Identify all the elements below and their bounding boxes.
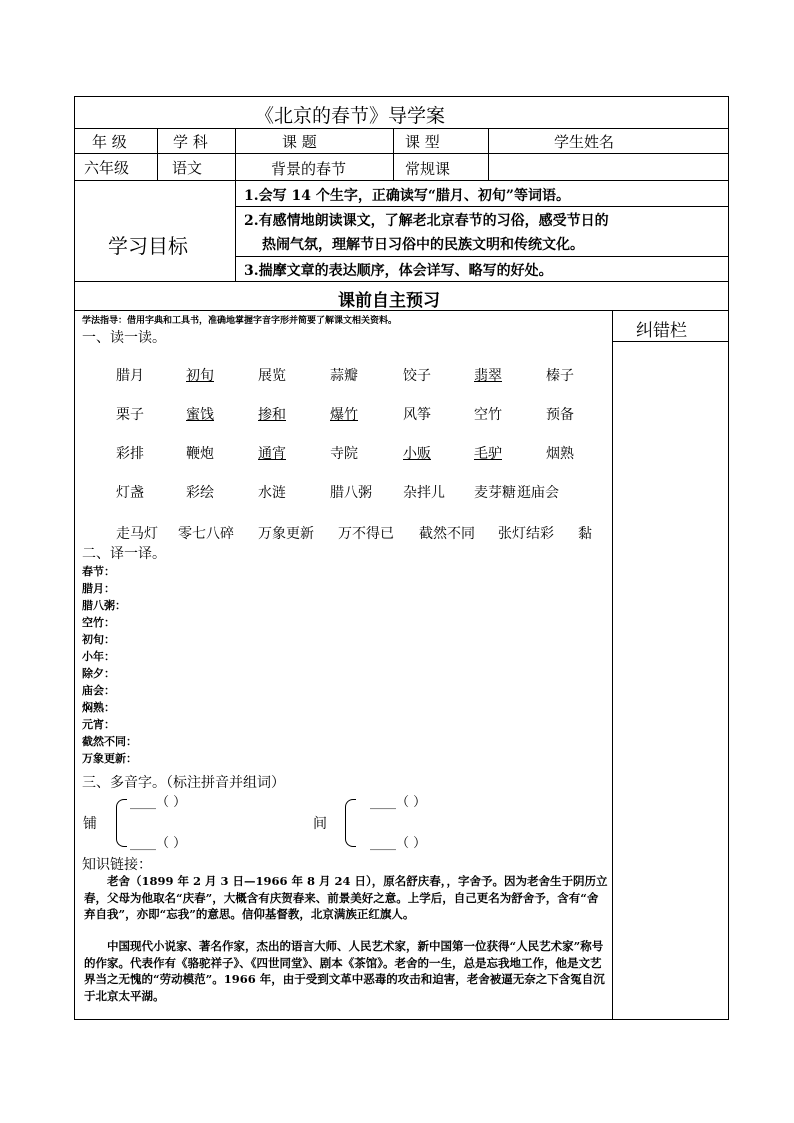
blank-2a[interactable]: ____（ ） [370,795,427,810]
row-line [74,128,729,129]
idiom-word: 万不得已 [338,526,394,542]
vocab-word: 空竹 [474,407,502,423]
goal-1: 1.会写 14 个生字，正确读写“腊月、初旬”等词语。 [244,188,570,204]
definition-item: 腊月： [82,582,115,595]
vocab-word: 小贩 [403,446,431,462]
idiom-word: 万象更新 [258,526,314,542]
vocab-word: 预备 [546,407,574,423]
vocab-word: 榛子 [546,368,574,384]
idiom-word: 黏 [578,526,592,542]
col-line [393,128,394,181]
vocab-word: 蒜瓣 [330,368,358,384]
vocab-word: 逛庙会 [517,485,559,501]
info-topic: 背景的春节 [271,160,347,178]
blank-1a[interactable]: ____（ ） [130,795,187,810]
border-top [74,96,729,97]
vocab-word: 翡翠 [474,368,502,384]
row-line [74,281,729,282]
goal-2: 2.有感情地朗读课文，了解老北京春节的习俗，感受节日的 [244,213,609,229]
vocab-word: 腊八粥 [330,485,372,501]
vocab-word: 鞭炮 [186,446,214,462]
border-right [728,96,729,1020]
header-grade: 年 级 [92,133,127,151]
idiom-word: 截然不同 [419,526,475,542]
row-line [74,153,729,154]
row-line [612,341,729,342]
section-polyphone: 三、多音字。（标注拼音并组词） [82,775,285,791]
border-bottom [74,1019,729,1020]
vocab-word: 腊月 [116,368,144,384]
preview-title: 课前自主预习 [338,291,440,311]
vocab-word: 栗子 [116,407,144,423]
knowledge-label: 知识链接： [82,857,152,873]
knowledge-para-2: 中国现代小说家、著名作家，杰出的语言大师、人民艺术家，新中国第一位获得“人民艺术家”称号的作家。代表作有《骆驼祥子》、《四世同堂》、剧本《茶馆》。老舍的一生，总是忘我地工作，他是文艺界当之无愧的“劳动模范”。1966 年，由于受到文革中恶毒的攻击和迫害，老舍被逼无奈之下含冤自沉于北京太平湖。 [84,939,605,1003]
vocab-word: 风筝 [403,407,431,423]
vocab-word: 烟熟 [546,446,574,462]
section-translate: 二、译一译。 [82,546,166,562]
method-guide: 学法指导：借用字典和工具书，准确地掌握字音字形并简要了解课文相关资料。 [82,316,398,326]
vocab-word: 彩绘 [186,485,214,501]
correction-label: 纠错栏 [636,321,687,341]
header-student: 学生姓名 [554,133,615,151]
definition-item: 庙会： [82,684,115,697]
header-subject: 学 科 [173,133,208,151]
definition-item: 截然不同： [82,735,137,748]
col-line [488,128,489,181]
polyphone-char-2: 间 [313,816,327,832]
brace-1 [116,799,127,847]
border-left [74,96,75,1020]
vocab-word: 麦芽糖 [474,485,516,501]
definition-item: 腊八粥： [82,599,126,612]
info-subject: 语文 [172,159,203,177]
header-type: 课 型 [405,133,440,151]
header-topic: 课 题 [282,133,317,151]
idiom-word: 零七八碎 [178,526,234,542]
definition-item: 除夕： [82,667,115,680]
blank-1b[interactable]: ____（ ） [130,836,187,851]
definition-item: 元宵： [82,718,115,731]
vocab-word: 饺子 [403,368,431,384]
vocab-word: 灯盏 [116,485,144,501]
info-grade: 六年级 [84,159,130,177]
section-read: 一、读一读。 [82,330,166,346]
polyphone-char-1: 铺 [83,816,97,832]
vocab-word: 杂拌儿 [403,485,445,501]
row-line [74,180,729,181]
idiom-word: 张灯结彩 [498,526,554,542]
row-line [235,256,729,257]
knowledge-para-1: 老舍（1899 年 2 月 3 日—1966 年 8 月 24 日），原名舒庆春，，字舍予。因为老舍生于阴历立春，父母为他取名“庆春”，大概含有庆贺春来、前景美好之意。上学后，自己更名为舒舍予，含有“舍弃自我”，亦即“忘我”的意思。信仰基督教，北京满族正红旗人。 [84,874,608,921]
vocab-word: 展览 [258,368,286,384]
vocab-word: 毛驴 [474,446,502,462]
goals-label: 学习目标 [108,234,188,258]
definition-item: 空竹： [82,616,115,629]
vocab-word: 彩排 [116,446,144,462]
definition-item: 万象更新： [82,752,137,765]
vocab-word: 爆竹 [330,407,358,423]
col-line [612,310,613,1020]
vocab-word: 通宵 [258,446,286,462]
definition-item: 小年： [82,650,115,663]
definition-item: 春节： [82,565,115,578]
row-line [235,206,729,207]
page-title: 《北京的春节》导学案 [255,105,446,127]
vocab-word: 寺院 [330,446,358,462]
vocab-word: 初旬 [186,368,214,384]
definition-item: 初旬： [82,633,115,646]
info-type: 常规课 [405,160,451,178]
definition-item: 焖熟： [82,701,115,714]
goal-2-cont: 热闹气氛，理解节日习俗中的民族文明和传统文化。 [262,237,584,253]
vocab-word: 蜜饯 [186,407,214,423]
idiom-word: 走马灯 [116,526,158,542]
goal-3: 3.揣摩文章的表达顺序，体会详写、略写的好处。 [244,263,553,279]
vocab-word: 水涟 [258,485,286,501]
col-line [157,128,158,181]
blank-2b[interactable]: ____（ ） [370,836,427,851]
col-line [235,128,236,282]
vocab-word: 掺和 [258,407,286,423]
brace-2 [345,799,356,847]
